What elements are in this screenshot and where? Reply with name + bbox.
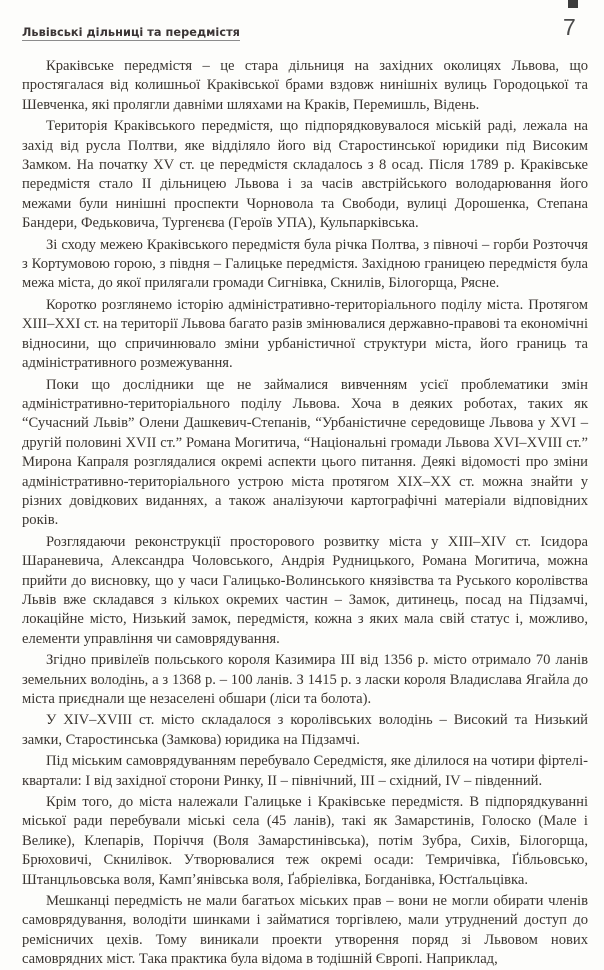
paragraph: Розглядаючи реконструкції просторового розвитку міста у XIII–XIV ст. Ісидора Шараневича, Александра Чоловського, Андрія Рудницького, Романа Могитича, можна прийти до висновку, що у часи Галицько-Волинського князівства та Руського королівства Львів вже складався з кількох окремих частин – Замок, дитинець, посад на Підзамчі, локаційне місто, Низький замок, передмістя, кожна з яких мала свій статус і, можливо, елементи управління чи самоврядування. bbox=[22, 533, 588, 647]
paragraph: Зі сходу межею Краківського передмістя була річка Полтва, з півночі – горби Розточчя з Кортумовою горою, з півдня – Галицьке передмістя. Західною границею передмістя була межа міста, до якої прилягали громади Сигнівка, Скнилів, Білогорща, Рясне. bbox=[22, 236, 588, 292]
page-edge-tab-marker bbox=[568, 0, 578, 8]
paragraph: Територія Краківського передмістя, що підпорядковувалося міській раді, лежала на захід від русла Полтви, яке відділяло його від Старостинської юридики під Високим Замком. На початку XV ст. це передмістя складалось з 8 осад. Після 1789 р. Краківське передмістя стало II дільницею Львова і за часів австрійського володарювання його межами були нинішні проспекти Чорновола та Свободи, вулиці Дорошенка, Степана Бандери, Федьковича, Тургенєва (Героїв УПА), Кульпарківська. bbox=[22, 118, 588, 232]
paragraph: Краківське передмістя – це стара дільниця на західних околицях Львова, що простягалася від колишньої Краківської брами вздовж нинішніх вулиць Городоцької та Шевченка, які пролягли давніми шляхами на Краків, Перемишль, Відень. bbox=[22, 58, 588, 113]
paragraph: У XIV–XVIII ст. місто складалося з королівських володінь – Високий та Низький замки, Старостинська (Замкова) юридика на Підзамчі. bbox=[22, 712, 588, 748]
paragraph: Поки що дослідники ще не займалися вивченням усієї проблематики змін адміністративно-територіального поділу Львова. Хоча в деяких роботах, таких як “Сучасний Львів” Олени Дашкевич-Степанів, “Урбаністичне середовище Львова у XVI – другій половині XVII ст.” Романа Могитича, “Національні громади Львова XVI–XVIII ст.” Мирона Капраля розглядалися окремі аспекти цього питання. Деякі відомості про зміни адміністративно-територіального устрою міста протягом XIX–XX ст. можна знайти у різних довідкових виданнях, а також аналізуючи картографічні матеріали відповідних років. bbox=[22, 376, 588, 529]
paragraph: Мешканці передмість не мали багатьох міських прав – вони не могли обирати членів самоврядування, володіти шинками і займатися торгівлею, мали утруднений доступ до ремісничих цехів. Тому виникали проекти утворення поряд зі Львовом нових самоврядних міст. Така практика була відома в тодішній Європі. Наприклад, bbox=[22, 893, 588, 968]
paragraph: Крім того, до міста належали Галицьке і Краківське передмістя. В підпорядкуванні міської ради перебували міські села (45 ланів), такі як Замарстинів, Голоско (Мале і Велике), Клепарів, Поріччя (Воля Замарстинівська), потім Зубра, Сихів, Білогорща, Брюховичі, Скнилівок. Утворювалися теж окремі осади: Темричівка, Ґібльовсько, Штанцльовська воля, Кампʼянівська воля, Ґабріелівка, Богданівка, Юстґальцівка. bbox=[22, 794, 588, 888]
page-number: 7 bbox=[563, 14, 576, 40]
paragraph: Коротко розглянемо історію адміністративно-територіального поділу міста. Протягом XIII–XXI ст. на території Львова багато разів змінювалися державно-правові та економічні відносини, що спричинювало зміни урбаністичної структури міста, його границь та адміністративного розмежування. bbox=[22, 296, 589, 372]
paragraph: Згідно привілеїв польського короля Казимира III від 1356 р. місто отримало 70 ланів земельних володінь, а з 1368 р. – 100 ланів. З 1415 р. з ласки короля Владислава Ягайла до міста приєднали ще незаселені обшари (ліси та болота). bbox=[22, 652, 588, 707]
paragraph: Під міським самоврядуванням перебувало Середмістя, яке ділилося на чотири фіртелі-квартали: I від західної сторони Ринку, II – північний, III – східний, IV – південний. bbox=[22, 753, 588, 789]
body-text bbox=[22, 57, 588, 970]
running-head: Львівські дільниці та передмістя bbox=[22, 26, 240, 39]
